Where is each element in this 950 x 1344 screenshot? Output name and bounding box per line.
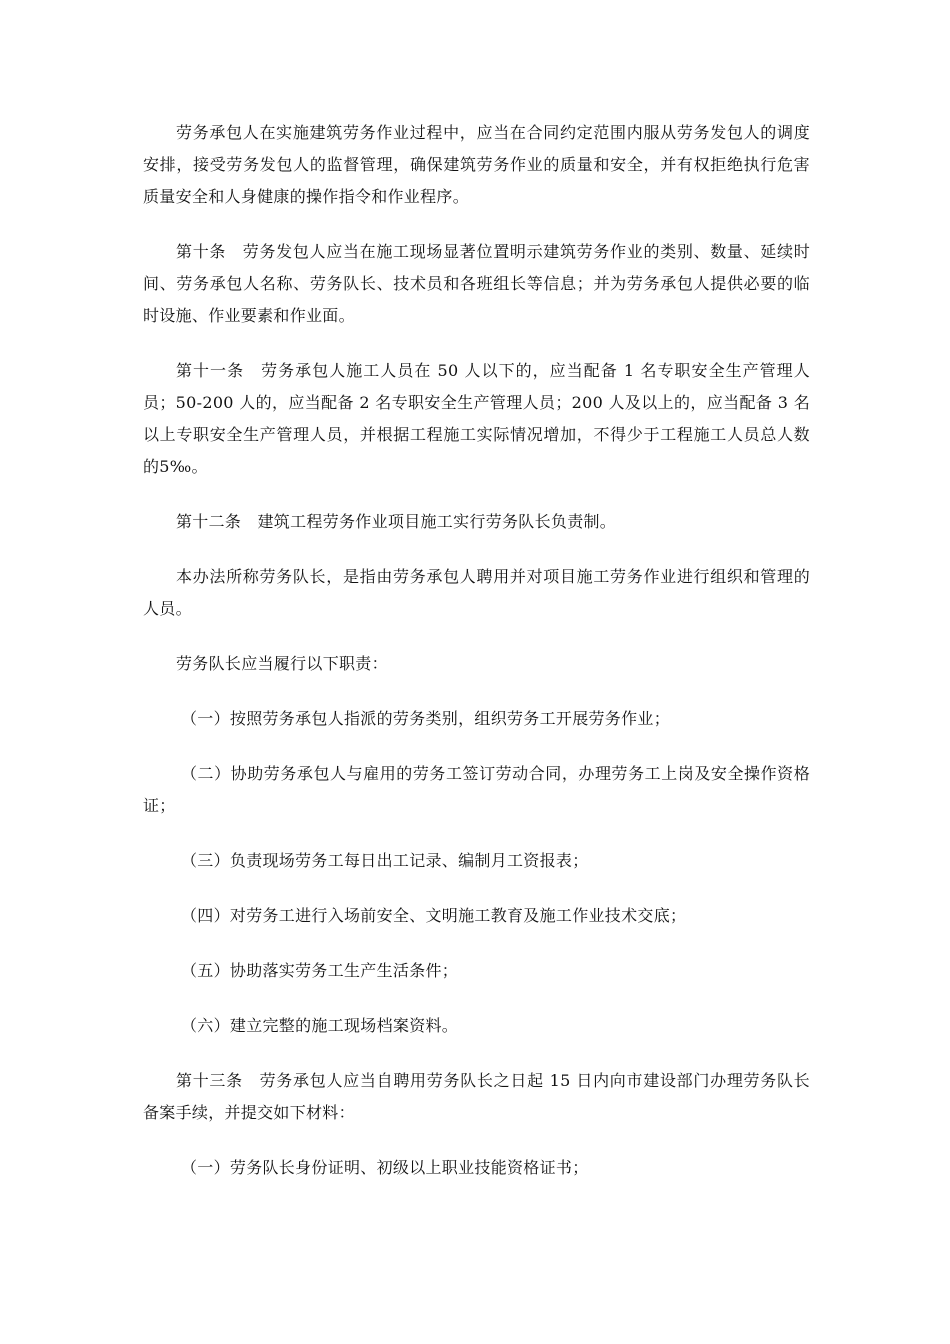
list-item-duty-5: （五）协助落实劳务工生产生活条件； bbox=[181, 961, 459, 980]
paragraph-labor-contractor-obligations: 劳务承包人在实施建筑劳务作业过程中，应当在合同约定范围内服从劳务发包人的调度安排，接受劳务发包人的监督管理，确保建筑劳务作业的质量和安全，并有权拒绝执行危害质量安全和人身健康的操作指令和作业程序。 bbox=[143, 123, 810, 206]
paragraph-team-leader-duties-intro: 劳务队长应当履行以下职责： bbox=[176, 654, 388, 673]
document-page bbox=[143, 117, 810, 1184]
paragraph-article-13: 第十三条 劳务承包人应当自聘用劳务队长之日起 15 日内向市建设部门办理劳务队长备案手续，并提交如下材料： bbox=[143, 1071, 810, 1122]
list-item-duty-6: （六）建立完整的施工现场档案资料。 bbox=[181, 1016, 459, 1035]
list-item-duty-4: （四）对劳务工进行入场前安全、文明施工教育及施工作业技术交底； bbox=[181, 906, 687, 925]
paragraph-article-12: 第十二条 建筑工程劳务作业项目施工实行劳务队长负责制。 bbox=[176, 512, 617, 531]
paragraph-article-11: 第十一条 劳务承包人施工人员在 50 人以下的，应当配备 1 名专职安全生产管理人员；50-200 人的，应当配备 2 名专职安全生产管理人员；200 人及以上的，应当配备 3 名以上专职安全生产管理人员，并根据工程施工实际情况增加，不得少于工程施工人员总人数的5‰。 bbox=[143, 361, 810, 476]
paragraph-team-leader-definition: 本办法所称劳务队长，是指由劳务承包人聘用并对项目施工劳务作业进行组织和管理的人员。 bbox=[143, 567, 810, 618]
paragraph-article-10: 第十条 劳务发包人应当在施工现场显著位置明示建筑劳务作业的类别、数量、延续时间、劳务承包人名称、劳务队长、技术员和各班组长等信息；并为劳务承包人提供必要的临时设施、作业要素和作业面。 bbox=[143, 242, 810, 325]
list-item-filing-material-1: （一）劳务队长身份证明、初级以上职业技能资格证书； bbox=[181, 1158, 589, 1177]
list-item-duty-3: （三）负责现场劳务工每日出工记录、编制月工资报表； bbox=[181, 851, 589, 870]
list-item-duty-2: （二）协助劳务承包人与雇用的劳务工签订劳动合同，办理劳务工上岗及安全操作资格证； bbox=[143, 764, 810, 815]
list-item-duty-1: （一）按照劳务承包人指派的劳务类别，组织劳务工开展劳务作业； bbox=[181, 709, 671, 728]
